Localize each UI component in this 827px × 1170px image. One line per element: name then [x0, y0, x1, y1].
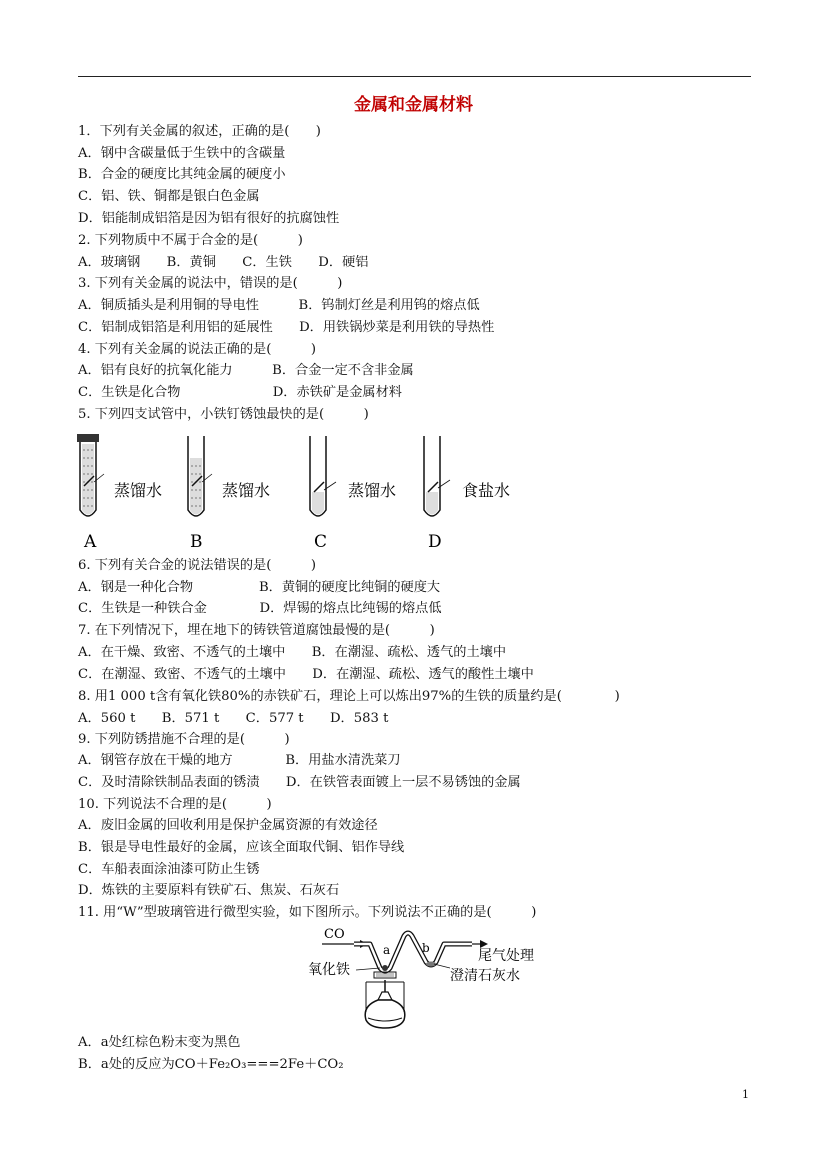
- test-tubes-figure: [70, 430, 540, 555]
- text-line: 3. 下列有关金属的说法中，错误的是( ): [78, 276, 343, 291]
- co-label: CO: [324, 927, 345, 942]
- point-b-label: b: [422, 941, 430, 955]
- text-line: A．钢是一种化合物 B．黄铜的硬度比纯铜的硬度大: [78, 580, 441, 595]
- tube-liquid-label: 蒸馏水: [222, 481, 271, 500]
- text-line: A．a处红棕色粉末变为黑色: [78, 1035, 241, 1050]
- text-line: A．钢中含碳量低于生铁中的含碳量: [78, 146, 286, 161]
- text-line: 4. 下列有关金属的说法正确的是( ): [78, 342, 317, 357]
- text-line: C．在潮湿、致密、不透气的土壤中 D．在潮湿、疏松、透气的酸性土壤中: [78, 667, 534, 682]
- header-rule: [78, 76, 751, 77]
- text-line: B．a处的反应为CO＋Fe₂O₃===2Fe＋CO₂: [78, 1057, 344, 1072]
- text-line: A．560 t B．571 t C．577 t D．583 t: [78, 711, 389, 726]
- page-title: 金属和金属材料: [354, 95, 473, 115]
- text-line: 6. 下列有关合金的说法错误的是( ): [78, 558, 317, 573]
- test-tube-b: [188, 436, 270, 552]
- text-line: A．钢管存放在干燥的地方 B．用盐水清洗菜刀: [78, 753, 401, 768]
- tube-liquid-label: 蒸馏水: [348, 481, 397, 500]
- text-line: C．铝、铁、铜都是银白色金属: [78, 189, 260, 204]
- text-line: 10. 下列说法不合理的是( ): [78, 797, 272, 812]
- text-line: A．废旧金属的回收利用是保护金属资源的有效途径: [78, 818, 378, 833]
- tube-letter: A: [84, 532, 97, 552]
- iron-oxide-label: 氧化铁: [308, 962, 350, 978]
- limewater-label: 澄清石灰水: [450, 968, 520, 984]
- text-line: 7. 在下列情况下，埋在地下的铸铁管道腐蚀最慢的是( ): [78, 623, 435, 638]
- test-tube-d: [424, 436, 510, 552]
- text-line: A．铜质插头是利用铜的导电性 B．钨制灯丝是利用钨的熔点低: [78, 298, 480, 313]
- w-tube-apparatus-figure: [300, 922, 540, 1032]
- test-tube-a: [77, 434, 162, 552]
- text-line: A．在干燥、致密、不透气的土壤中 B．在潮湿、疏松、透气的土壤中: [78, 645, 507, 660]
- text-line: A．玻璃钢 B．黄铜 C．生铁 D．硬铝: [78, 255, 369, 270]
- text-line: C．及时清除铁制品表面的锈渍 D．在铁管表面镀上一层不易锈蚀的金属: [78, 775, 521, 790]
- text-line: 11. 用“W”型玻璃管进行微型实验，如下图所示。下列说法不正确的是( ): [78, 905, 537, 920]
- text-line: 5. 下列四支试管中，小铁钉锈蚀最快的是( ): [78, 407, 369, 422]
- text-line: C．铝制成铝箔是利用铝的延展性 D．用铁锅炒菜是利用铁的导热性: [78, 320, 495, 335]
- tube-letter: C: [314, 532, 328, 552]
- text-line: 9. 下列防锈措施不合理的是( ): [78, 732, 290, 747]
- text-line: B．合金的硬度比其纯金属的硬度小: [78, 167, 286, 182]
- tube-letter: B: [190, 532, 203, 552]
- tube-letter: D: [428, 532, 442, 552]
- text-line: D．铝能制成铝箔是因为铝有很好的抗腐蚀性: [78, 211, 340, 226]
- text-line: B．银是导电性最好的金属，应该全面取代铜、铝作导线: [78, 840, 405, 855]
- text-line: C．生铁是一种铁合金 D．焊锡的熔点比纯锡的熔点低: [78, 601, 442, 616]
- text-line: 8. 用1 000 t含有氧化铁80%的赤铁矿石，理论上可以炼出97%的生铁的质量约是( ): [78, 689, 620, 704]
- text-line: 1．下列有关金属的叙述，正确的是( ): [78, 124, 321, 139]
- tube-liquid-label: 食盐水: [462, 481, 511, 500]
- text-line: D．炼铁的主要原料有铁矿石、焦炭、石灰石: [78, 883, 340, 898]
- text-line: C．生铁是化合物 D．赤铁矿是金属材料: [78, 385, 402, 400]
- test-tube-c: [310, 436, 396, 552]
- point-a-label: a: [383, 943, 391, 957]
- text-line: 2. 下列物质中不属于合金的是( ): [78, 233, 303, 248]
- tube-liquid-label: 蒸馏水: [114, 481, 163, 500]
- exhaust-label: 尾气处理: [478, 948, 534, 964]
- text-line: A．铝有良好的抗氧化能力 B．合金一定不含非金属: [78, 363, 414, 378]
- text-line: C．车船表面涂油漆可防止生锈: [78, 862, 260, 877]
- page-number: 1: [742, 1088, 749, 1101]
